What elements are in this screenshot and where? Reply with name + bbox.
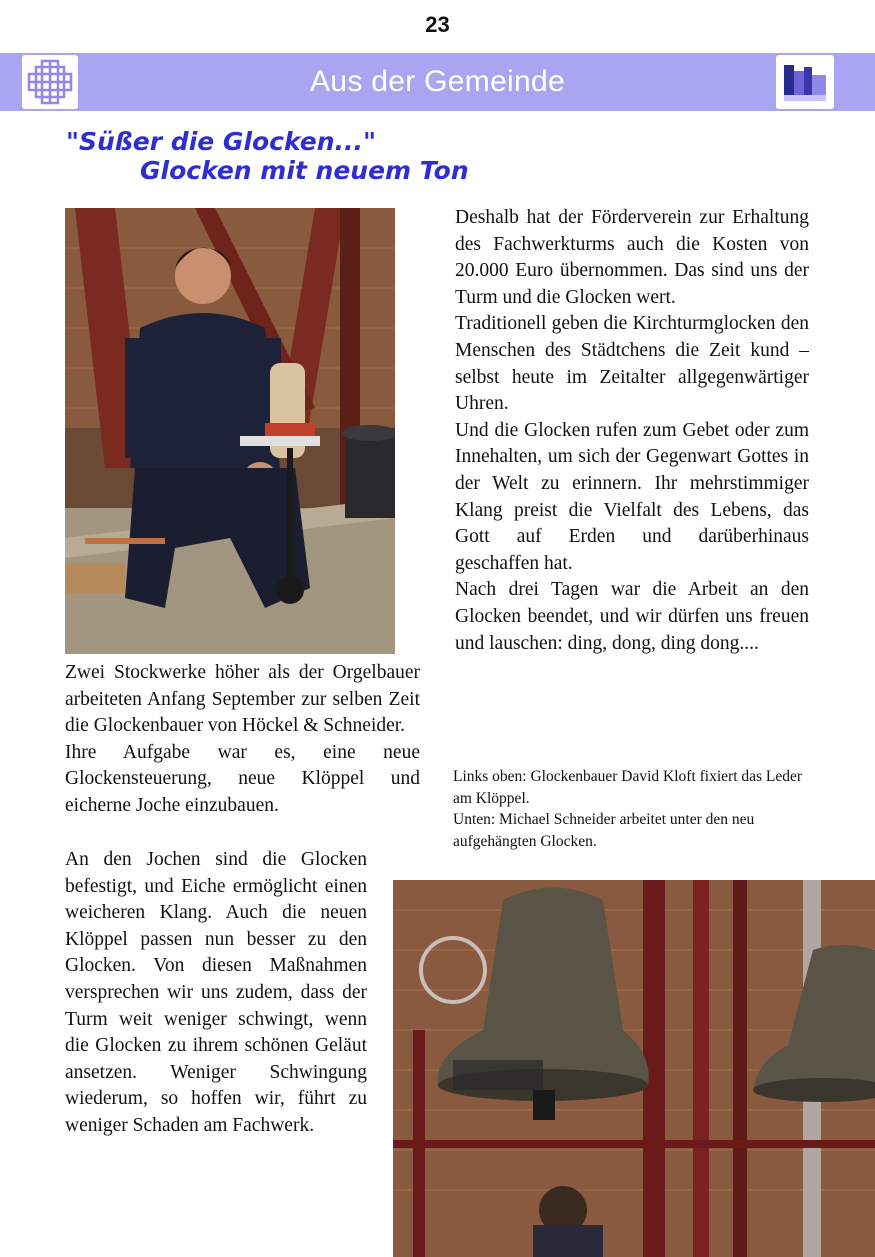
right-column xyxy=(455,205,809,657)
paragraph: Und die Glocken rufen zum Gebet oder zum Innehalten, um sich der Gegenwart Gottes in der Welt zu erinnern. Ihr mehrstimmiger Klang preist die Vielfalt des Lebens, das Gott auf Erden und darüberhinaus geschaffen hat. xyxy=(455,419,809,574)
photo-caption xyxy=(453,766,803,852)
page-number: 23 xyxy=(425,12,450,37)
section-banner xyxy=(0,53,875,111)
caption-line-2: Unten: Michael Schneider arbeitet unter den neu aufgehängten Glocken. xyxy=(453,811,755,850)
paragraph: An den Jochen sind die Glocken befestigt, und Eiche ermöglicht einen weicheren Klang. Auch die neuen Klöppel passen nun besser zu den Glocken. Von diesen Maßnahmen versprechen wir uns zudem, dass der Turm weit weniger schwingt, wenn die Glocken zu ihrem schönen Geläut ansetzen. Weniger Schwingung wiederum, so hoffen wir, führt zu weniger Schaden am Fachwerk. xyxy=(65,849,367,1136)
left-column-bottom xyxy=(65,847,367,1140)
paragraph: Ihre Aufgabe war es, eine neue Glockensteuerung, neue Klöppel und eicherne Joche einzubauen. xyxy=(65,741,420,816)
left-column-top xyxy=(65,660,420,820)
paragraph: Deshalb hat der Förderverein zur Erhaltung des Fachwerkturms auch die Kosten von 20.000 Euro übernommen. Das sind uns der Turm und die Glocken wert. xyxy=(455,207,809,308)
tower-logo xyxy=(776,55,834,109)
headline-line-1: "Süßer die Glocken..." xyxy=(66,127,377,156)
headline-line-2: Glocken mit neuem Ton xyxy=(140,156,469,185)
section-title: Aus der Gemeinde xyxy=(310,65,565,98)
photo-bell-builder xyxy=(65,208,395,654)
caption-line-1: Links oben: Glockenbauer David Kloft fixiert das Leder am Klöppel. xyxy=(453,768,803,807)
paragraph: Nach drei Tagen war die Arbeit an den Glocken beendet, und wir dürfen uns freuen und lauschen: ding, dong, ding dong.... xyxy=(455,579,809,654)
article-headline xyxy=(66,127,469,185)
paragraph: Zwei Stockwerke höher als der Orgelbauer arbeiteten Anfang September zur selben Zeit die Glockenbauer von Höckel & Schneider. xyxy=(65,662,420,737)
photo-bells xyxy=(393,880,875,1257)
paragraph: Traditionell geben die Kirchturmglocken den Menschen des Städtchens die Zeit kund – selbst heute im Zeitalter allgegenwärtiger Uhren. xyxy=(455,313,809,415)
